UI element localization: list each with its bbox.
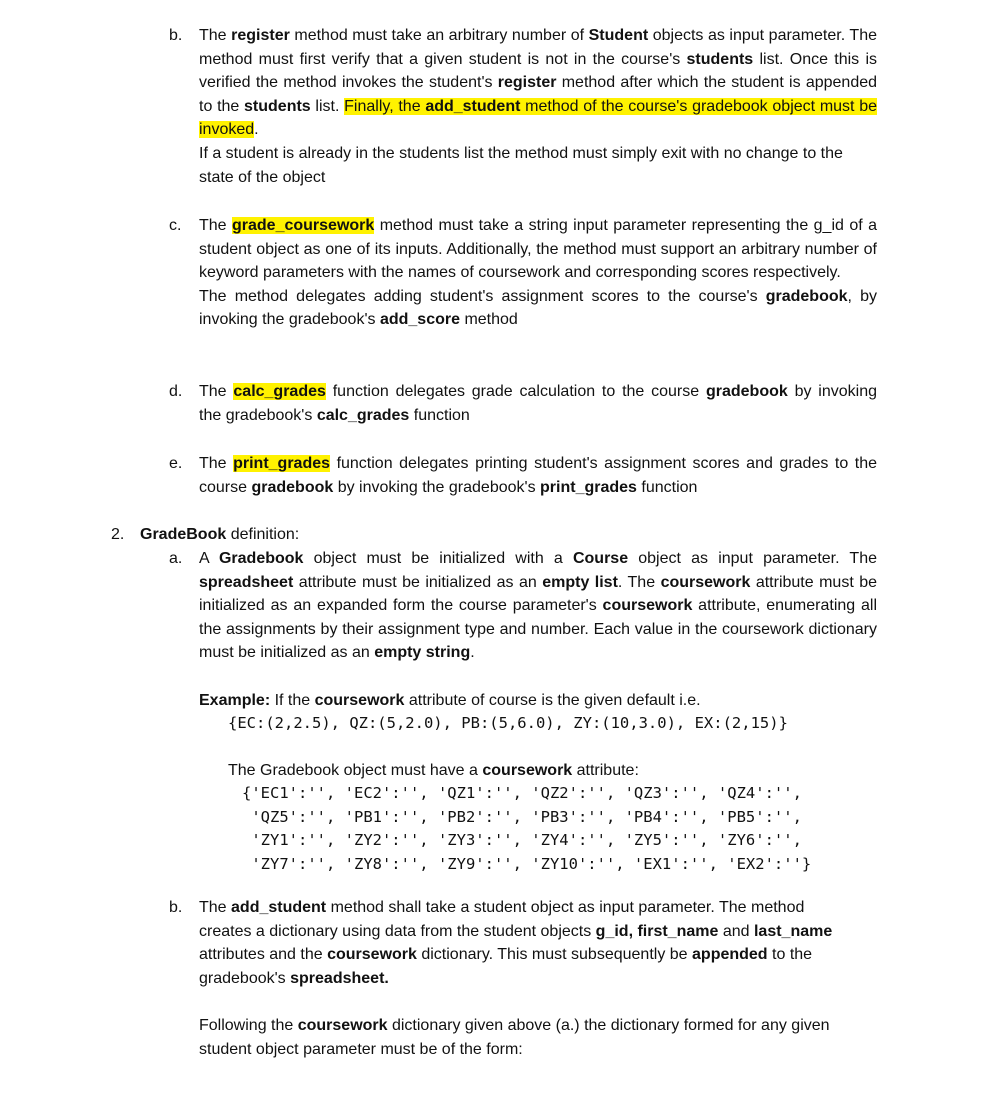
code-line: 'ZY1':'', 'ZY2':'', 'ZY3':'', 'ZY4':'', 'ZY5':'', 'ZY6':'', <box>242 831 802 850</box>
print-grades-description <box>199 452 877 499</box>
example-course-coursework: {EC:(2,2.5), QZ:(5,2.0), PB:(5,6.0), ZY:(10,3.0), EX:(2,15)} <box>228 714 788 732</box>
list-marker-c: c. <box>169 217 182 234</box>
print-grades-paragraph: The print_grades function delegates printing student's assignment scores and grades to the course gradebook by invoking the gradebook's print_grades function <box>199 455 878 496</box>
add-student-description <box>199 896 859 990</box>
highlight: grade_coursework <box>232 217 375 234</box>
section-title: GradeBook definition: <box>140 526 300 543</box>
highlight: Finally, the add_student method of the course's gradebook object must be invoked <box>199 97 877 139</box>
register-exit-note: If a student is already in the students list the method must simply exit with no change to the state of the object <box>199 144 843 186</box>
gradebook-coursework-intro: The Gradebook object must have a coursework attribute: <box>228 762 639 779</box>
following-description <box>199 1014 859 1061</box>
list-marker-2b: b. <box>169 899 183 916</box>
code-line: 'QZ5':'', 'PB1':'', 'PB2':'', 'PB3':'', 'PB4':'', 'PB5':'', <box>242 807 802 826</box>
register-paragraph: The register method must take an arbitrary number of Student objects as input parameter. The method must first verify that a given student is not in the course's students list. Once this is verified the method invokes the student's register method after which the student is appended to the students list. Finally, the add_student method of the course's gradebook object must be invoked. <box>199 27 878 139</box>
following-paragraph: Following the coursework dictionary given above (a.) the dictionary formed for any given student object parameter must be of the form: <box>199 1017 830 1058</box>
grade-coursework-delegation: The method delegates adding student's assignment scores to the course's gradebook, by invoking the gradebook's add_score method <box>199 287 877 329</box>
grade-coursework-description <box>199 214 877 332</box>
list-marker-2a: a. <box>169 550 183 567</box>
code-line: 'ZY7':'', 'ZY8':'', 'ZY9':'', 'ZY10':'', 'EX1':'', 'EX2':''} <box>242 854 812 873</box>
gradebook-init-description <box>199 547 877 665</box>
list-marker-e: e. <box>169 455 183 472</box>
code-line: {'EC1':'', 'EC2':'', 'QZ1':'', 'QZ2':'', 'QZ3':'', 'QZ4':'', <box>242 784 802 802</box>
add-student-paragraph: The add_student method shall take a student object as input parameter. The method creates a dictionary using data from the student objects g_id, first_name and last_name attributes and the coursework dictionary. This must subsequently be appended to the gradebook's spreadsheet. <box>199 899 833 987</box>
list-marker-b: b. <box>169 27 183 44</box>
grade-coursework-paragraph: The grade_coursework method must take a string input parameter representing the g_id of a student object as one of its inputs. Additionally, the method must support an arbitrary number of keyword parameters with the names of coursework and corresponding scores respectively. <box>199 217 877 282</box>
section-number: 2. <box>111 526 125 543</box>
calc-grades-description <box>199 380 877 427</box>
register-method-description <box>199 24 877 189</box>
gradebook-init-paragraph: A Gradebook object must be initialized with a Course object as input parameter. The spreadsheet attribute must be initialized as an empty list. The coursework attribute must be initialized as an expanded form the course parameter's coursework attribute, enumerating all the assignments by their assignment type and number. Each value in the coursework dictionary must be initialized as an empty string. <box>199 550 878 662</box>
highlight: print_grades <box>233 455 331 472</box>
example-intro: Example: If the coursework attribute of course is the given default i.e. <box>199 692 701 709</box>
list-marker-d: d. <box>169 383 183 400</box>
gradebook-coursework-code <box>242 782 811 876</box>
highlight: calc_grades <box>233 383 326 400</box>
calc-grades-paragraph: The calc_grades function delegates grade calculation to the course gradebook by invoking the gradebook's calc_grades function <box>199 383 878 424</box>
